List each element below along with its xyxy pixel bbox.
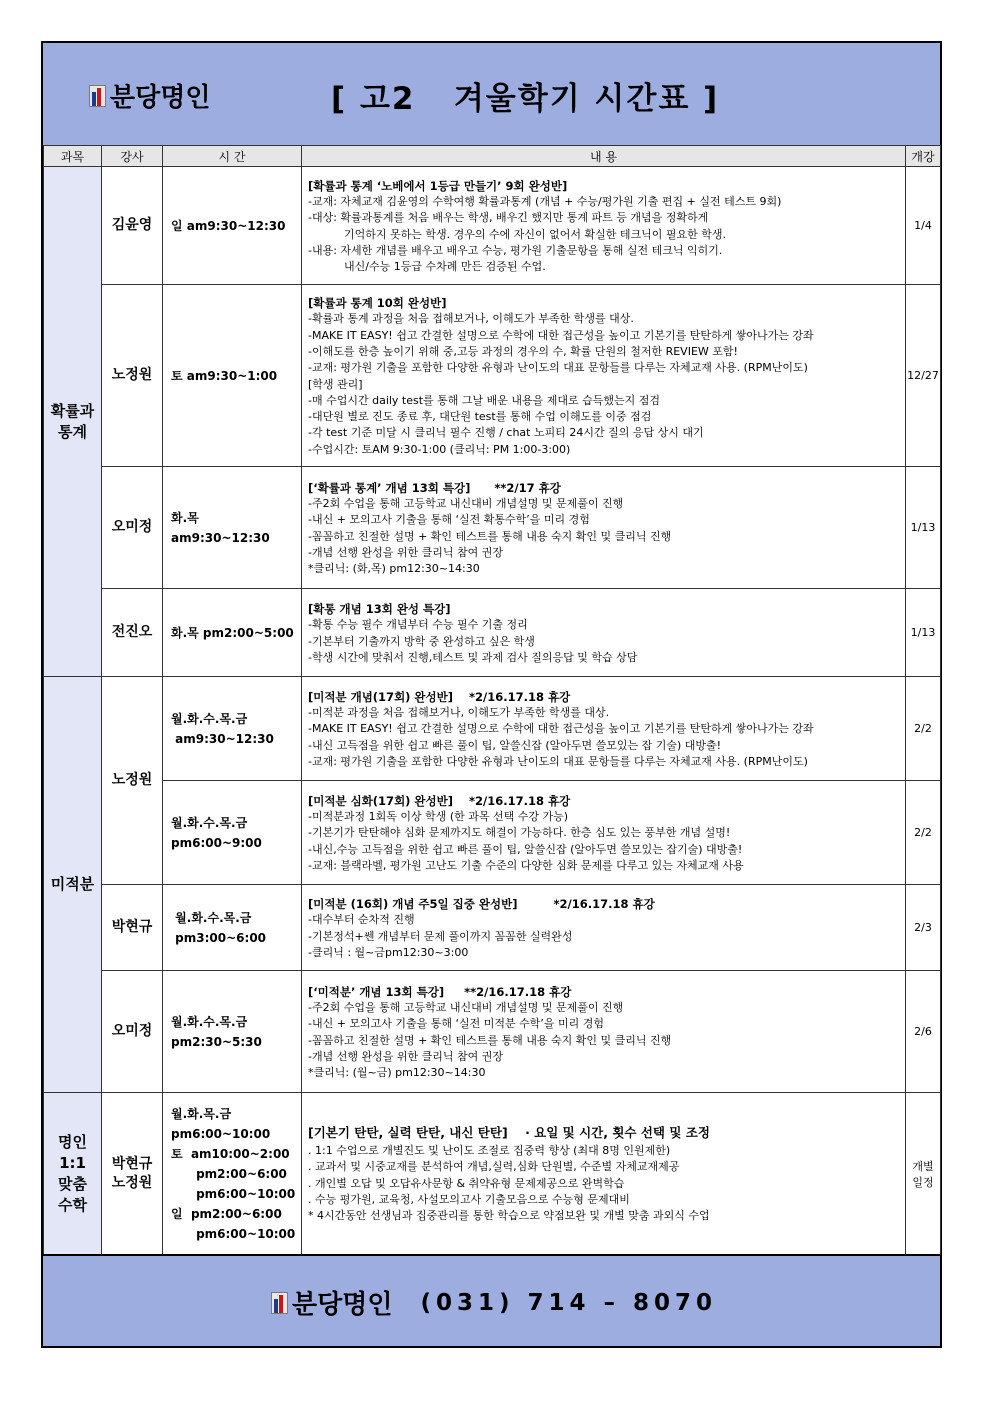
time-cell: 일 am9:30~12:30 (163, 167, 302, 285)
content-line: -교재: 블랙라벨, 평가원 고난도 기출 수준의 다양한 심화 문제를 다루고 있는 자체교재 사용 (308, 858, 744, 872)
column-header: 과목 (44, 146, 102, 167)
teacher-name: 박현규 (111, 919, 153, 935)
header-band (43, 43, 940, 147)
table-row (44, 885, 941, 971)
header-logo (89, 77, 210, 114)
teacher-cell (102, 467, 163, 589)
teacher-cell (102, 677, 163, 885)
open-date: 1/4 (914, 219, 932, 232)
footer-phone: (031) 714 – 8070 (420, 1289, 718, 1316)
content-line: -각 test 기준 미달 시 클리닉 필수 진행 / chat 노피티 24시간 질의 응답 상시 대기 (308, 426, 704, 440)
course-title: [기본기 탄탄, 실력 탄탄, 내신 탄탄] · 요일 및 시간, 횟수 선택 및 조정 (308, 1124, 710, 1140)
content-line: -내신 + 모의고사 기출을 통해 ‘실전 확통수학’을 미리 경험 (308, 513, 590, 527)
open-date: 2/2 (914, 722, 932, 735)
footer-logo (271, 1284, 717, 1321)
content-line: *클리닉: (화,목) pm12:30~14:30 (308, 562, 480, 576)
brand-name: 분당명인 (110, 83, 211, 113)
column-header: 시 간 (163, 146, 302, 167)
time-cell: 월.화.수.목.금 pm3:00~6:00 (163, 885, 302, 971)
open-date-cell (906, 285, 941, 467)
content-line: -내신,수능 고득점을 위한 쉽고 빠른 풀이 팁, 알쓸신잡 (알아두면 쓸모있는 잡기술) 대방출! (308, 842, 743, 856)
brand-logo-icon (89, 85, 106, 107)
open-date-cell (906, 167, 941, 285)
teacher-name: 오미정 (111, 519, 153, 535)
content-line: -꼼꼼하고 친절한 설명 + 확인 테스트를 통해 내용 숙지 확인 및 클리닉 진행 (308, 1033, 672, 1047)
table-row (44, 285, 941, 467)
open-date-cell (906, 1093, 941, 1255)
content-line: -교재: 평가원 기출을 포함한 다양한 유형과 난이도의 대표 문항들를 다루는 자체교재 사용. (RPM난이도) (308, 754, 808, 768)
time-cell: 토 am9:30~1:00 (163, 285, 302, 467)
open-date-cell (906, 467, 941, 589)
table-row (44, 167, 941, 285)
subject-label: 미적분 (50, 875, 95, 893)
teacher-name: 전진오 (111, 624, 153, 640)
table-header-row (44, 146, 941, 167)
teacher-cell (102, 167, 163, 285)
content-line: 기억하지 못하는 학생. 경우의 수에 자신이 없어서 확실한 테크닉이 필요한 학생. (344, 227, 726, 241)
content-line: -내신 고득점을 위한 쉽고 빠른 풀이 팁, 알쓸신잡 (알아두면 쓸모있는 잡 기술) 대방출! (308, 738, 722, 752)
subject-cell (44, 1093, 102, 1255)
time-cell: 월.화.목.금 pm6:00~10:00 토 am10:00~2:00 pm2:00~6:00 pm6:00~10:00 일 pm2:00~6:00 pm6:00~10:00 (163, 1093, 302, 1255)
content-line: -교재: 자체교재 김윤영의 수학여행 확률과통계 (개념 + 수능/평가원 기출 편집 + 실전 테스트 9회) (308, 194, 782, 208)
content-line: -내용: 자세한 개념를 배우고 배우고 수능, 평가원 기출문항을 통해 실전 테크닉 익히기. (308, 243, 723, 257)
column-header: 내 용 (302, 146, 906, 167)
open-date: 12/27 (907, 369, 939, 382)
content-line: -내신 + 모의고사 기출을 통해 ‘실전 미적분 수학’을 미리 경험 (308, 1017, 605, 1031)
content-line: -교재: 평가원 기출을 포함한 다양한 유형과 난이도의 대표 문항들를 다루는 자체교재 사용. (RPM난이도) (308, 361, 808, 375)
content-line: -매 수업시간 daily test를 통해 그날 배운 내용을 제대로 습득했는지 점검 (308, 393, 661, 407)
course-title: [확률과 통계 10회 완성반] (308, 296, 447, 311)
content-line: -학생 시간에 맞춰서 진행,테스트 및 과제 검사 질의응답 및 학습 상담 (308, 650, 638, 664)
content-cell (302, 1093, 906, 1255)
table-row (44, 589, 941, 677)
content-line: -미적분과정 1회독 이상 학생 (한 과목 선택 수강 가능) (308, 810, 569, 824)
teacher-name: 오미정 (111, 1023, 153, 1039)
content-line: -MAKE IT EASY! 쉽고 간결한 설명으로 수학에 대한 접근성을 높이고 기본기를 탄탄하게 쌓아나가는 강좌 (308, 328, 814, 342)
course-title: [미적분 개념(17회) 완성반] *2/16.17.18 휴강 (308, 689, 571, 704)
content-line: -MAKE IT EASY! 쉽고 간결한 설명으로 수학에 대한 접근성을 높이고 기본기를 탄탄하게 쌓아나가는 강좌 (308, 722, 814, 736)
content-cell (302, 285, 906, 467)
open-date: 2/3 (914, 921, 932, 934)
open-date-cell (906, 885, 941, 971)
content-line: . 개인별 오답 및 오답유사문항 & 취약유형 문제제공으로 완벽학습 (308, 1176, 625, 1190)
column-header: 강사 (102, 146, 163, 167)
page-title: [ 고2 겨울학기 시간표 ] (331, 81, 720, 117)
content-line: -대단원 별로 진도 종료 후, 대단원 test를 통해 수업 이해도를 이중 점검 (308, 410, 652, 424)
teacher-name: 김윤영 (111, 217, 153, 233)
content-line: . 수능 평가원, 교육청, 사설모의고사 기출모음으로 수능형 문제대비 (308, 1192, 630, 1206)
column-header: 개강 (906, 146, 941, 167)
time-cell: 월.화.수.목.금 pm2:30~5:30 (163, 971, 302, 1093)
content-cell (302, 885, 906, 971)
course-title: [미적분 심화(17회) 완성반] *2/16.17.18 휴강 (308, 793, 571, 808)
subject-cell (44, 167, 102, 677)
table-row (44, 781, 941, 885)
course-title: [확률과 통계 ‘노베에서 1등급 만들기’ 9회 완성반] (308, 178, 568, 193)
content-line: -꼼꼼하고 친절한 설명 + 확인 테스트를 통해 내용 숙지 확인 및 클리닉 진행 (308, 529, 672, 543)
content-cell (302, 167, 906, 285)
timetable-frame (41, 41, 942, 1348)
subject-cell (44, 677, 102, 1093)
open-date: 개별 일정 (912, 1159, 934, 1189)
course-title: [미적분 (16회) 개념 주5일 집중 완성반] *2/16.17.18 휴강 (308, 896, 655, 911)
footer-band (43, 1254, 940, 1346)
open-date-cell (906, 781, 941, 885)
content-line: -개념 선행 완성을 위한 클리닉 참여 권장 (308, 1049, 503, 1063)
open-date: 1/13 (910, 626, 936, 639)
open-date-cell (906, 971, 941, 1093)
content-line: -대상: 확률과통계를 처음 배우는 학생, 배우긴 했지만 통계 파트 등 개념을 정확하게 (308, 211, 709, 225)
table-row (44, 971, 941, 1093)
content-line: -주2회 수업을 통해 고등학교 내신대비 개념설명 및 문제풀이 진행 (308, 496, 624, 510)
content-cell (302, 589, 906, 677)
content-line: -수업시간: 토AM 9:30-1:00 (클리닉: PM 1:00-3:00) (308, 442, 571, 456)
open-date-cell (906, 589, 941, 677)
table-row (44, 1093, 941, 1255)
content-cell (302, 467, 906, 589)
content-line: [학생 관리] (308, 377, 363, 391)
content-line: -기본정석+쎈 개념부터 문제 풀이까지 꼼꼼한 실력완성 (308, 929, 573, 943)
table-row (44, 467, 941, 589)
content-line: -클리닉 : 월~금pm12:30~3:00 (308, 945, 469, 959)
teacher-name: 노정원 (111, 772, 153, 788)
open-date-cell (906, 677, 941, 781)
content-line: -개념 선행 완성을 위한 클리닉 참여 권장 (308, 545, 503, 559)
footer-brand-name: 분당명인 (292, 1290, 393, 1320)
teacher-name: 박현규 노정원 (111, 1155, 153, 1191)
content-line: 내신/수능 1등급 수차례 만든 검증된 수업. (344, 260, 546, 274)
schedule-table (43, 145, 941, 1255)
time-cell: 화.목 am9:30~12:30 (163, 467, 302, 589)
content-line: -대수부터 순차적 진행 (308, 913, 415, 927)
content-cell (302, 971, 906, 1093)
course-title: [확통 개념 13회 완성 특강] (308, 601, 451, 616)
content-line: -주2회 수업을 통해 고등학교 내신대비 개념설명 및 문제풀이 진행 (308, 1000, 624, 1014)
teacher-cell (102, 285, 163, 467)
table-row (44, 677, 941, 781)
open-date: 1/13 (910, 521, 936, 534)
content-line: -기본부터 기출까지 방학 중 완성하고 싶은 학생 (308, 634, 535, 648)
course-title: [‘미적분’ 개념 13회 특강] **2/16.17.18 휴강 (308, 984, 572, 999)
subject-label: 명인 1:1 맞춤 수학 (58, 1132, 87, 1214)
content-line: -미적분 과정을 처음 접해보거나, 이해도가 부족한 학생를 대상. (308, 706, 610, 720)
brand-logo-icon (271, 1292, 288, 1314)
content-line: -이해도를 한층 높이기 위해 중,고등 과정의 경우의 수, 확률 단원의 철저한 REVIEW 포함! (308, 344, 738, 358)
content-line: -확통 수능 필수 개념부터 수능 필수 기출 정리 (308, 618, 528, 632)
open-date: 2/6 (914, 1025, 932, 1038)
course-title: [‘확률과 통계’ 개념 13회 특강] **2/17 휴강 (308, 480, 561, 495)
schedule-body (44, 167, 941, 1255)
content-line: -기본기가 탄탄해야 심화 문제까지도 해결이 가능하다. 한층 심도 있는 풍부한 개념 설명! (308, 826, 731, 840)
teacher-name: 노정원 (111, 367, 153, 383)
subject-label: 확률과 통계 (50, 401, 95, 441)
time-cell: 월.화.수.목.금 am9:30~12:30 (163, 677, 302, 781)
time-cell: 월.화.수.목.금 pm6:00~9:00 (163, 781, 302, 885)
content-cell (302, 781, 906, 885)
content-line: -확률과 통계 과정을 처음 접해보거나, 이해도가 부족한 학생를 대상. (308, 312, 634, 326)
content-line: . 1:1 수업으로 개별진도 및 난이도 조절로 집중력 향상 (최대 8명 인원제한) (308, 1143, 671, 1157)
teacher-cell (102, 589, 163, 677)
open-date: 2/2 (914, 826, 932, 839)
teacher-cell (102, 1093, 163, 1255)
content-cell (302, 677, 906, 781)
time-cell: 화.목 pm2:00~5:00 (163, 589, 302, 677)
content-line: * 4시간동안 선생님과 집중관리를 통한 학습으로 약점보완 및 개별 맞춤 과외식 수업 (308, 1209, 710, 1223)
teacher-cell (102, 885, 163, 971)
teacher-cell (102, 971, 163, 1093)
content-line: . 교과서 및 시중교재를 분석하여 개념,실력,심화 단원별, 수준별 자체교재제공 (308, 1160, 680, 1174)
content-line: *클리닉: (월~금) pm12:30~14:30 (308, 1066, 486, 1080)
